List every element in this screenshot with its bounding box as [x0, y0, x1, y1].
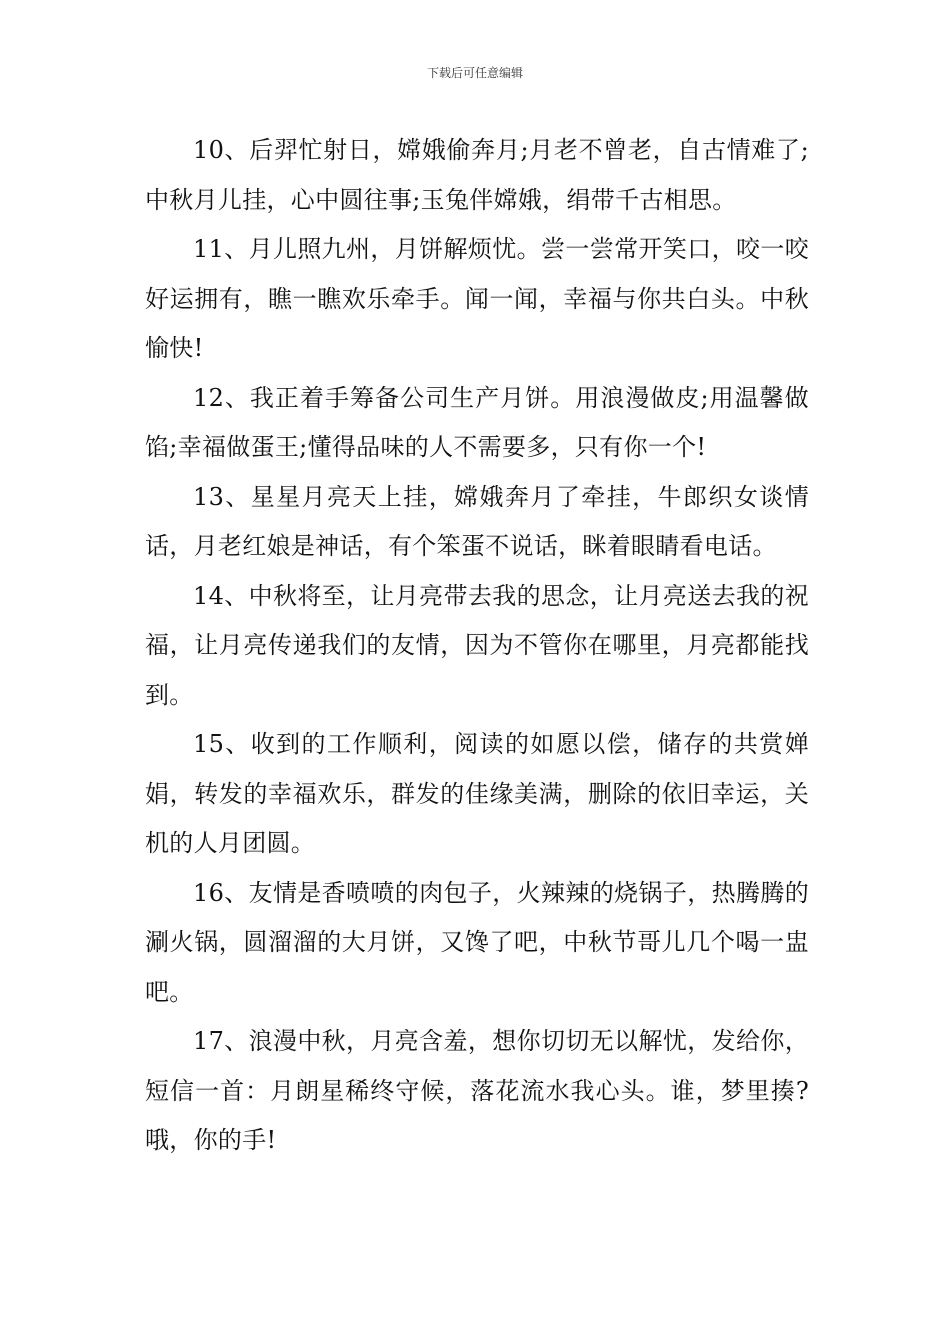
paragraph-11: 11、月儿照九州，月饼解烦忧。尝一尝常开笑口，咬一咬好运拥有，瞧一瞧欢乐牵手。闻一闻，幸福与你共白头。中秋愉快!	[145, 235, 809, 362]
paragraph-17: 17、浪漫中秋，月亮含羞，想你切切无以解忧，发给你，短信一首：月朗星稀终守候，落花流水我心头。谁，梦里揍?哦，你的手!	[145, 1027, 809, 1154]
paragraph-12: 12、我正着手筹备公司生产月饼。用浪漫做皮;用温馨做馅;幸福做蛋王;懂得品味的人不需要多，只有你一个!	[145, 383, 809, 461]
paragraph-15: 15、收到的工作顺利，阅读的如愿以偿，储存的共赏婵娟，转发的幸福欢乐，群发的佳缘美满，删除的依旧幸运，关机的人月团圆。	[145, 730, 809, 857]
document-body	[145, 126, 809, 1166]
paragraph-13: 13、星星月亮天上挂，嫦娥奔月了牵挂，牛郎织女谈情话，月老红娘是神话，有个笨蛋不说话，眯着眼睛看电话。	[145, 482, 809, 560]
page-header: 下载后可任意编辑	[426, 66, 523, 80]
paragraph-10: 10、后羿忙射日，嫦娥偷奔月;月老不曾老，自古情难了;中秋月儿挂，心中圆往事;玉兔伴嫦娥，绢带千古相思。	[145, 136, 809, 214]
paragraph-14: 14、中秋将至，让月亮带去我的思念，让月亮送去我的祝福，让月亮传递我们的友情，因为不管你在哪里，月亮都能找到。	[145, 581, 809, 709]
paragraph-16: 16、友情是香喷喷的肉包子，火辣辣的烧锅子，热腾腾的涮火锅，圆溜溜的大月饼，又馋了吧，中秋节哥儿几个喝一盅吧。	[145, 878, 809, 1006]
